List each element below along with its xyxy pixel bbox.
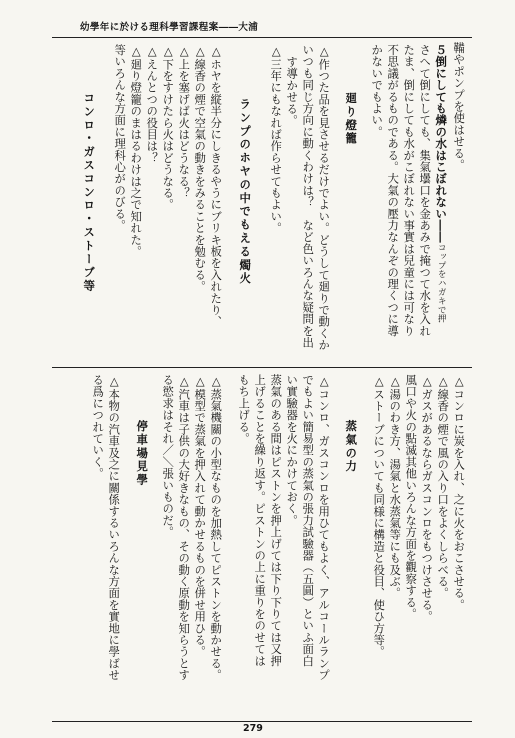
text-line: △下をすけたら火はどうなる。: [161, 44, 176, 211]
page-number: 279: [243, 723, 263, 734]
text-line: でもよい簡易型の蒸氣の張力試驗器（五圓）といふ面白: [301, 374, 316, 667]
text-line: △作つた品を見させるだけでよい。どうして廻りで動くか: [317, 44, 332, 351]
text-line: △線香の煙で風の入り口をよくしらべる。: [436, 374, 451, 599]
section-heading: 廻り燈籠: [344, 92, 359, 146]
text-line: △汽車は子供の大好きなもの、その動く原動を知らうとす: [177, 374, 192, 681]
text-line: いつも同じ方向に動くわけは？ など色いろんな疑問を出: [301, 44, 316, 349]
text-line: △ホヤを縦半分にしきるやうにブリキ板を入れたり、: [209, 44, 224, 328]
text-line: △えんとつの役目は？: [145, 44, 160, 164]
text-line: 風口や火の點滅其他いろんな方面を觀察する。: [404, 374, 419, 620]
heading-line: [433, 44, 448, 323]
text-line: △上を塞げば火はどうなる？: [177, 44, 192, 199]
text-line: 鞴やポンプを使はせる。: [452, 42, 467, 171]
middle-rule: [52, 367, 472, 368]
text-line: 等いろんな方面に理科心がのびる。: [113, 44, 128, 232]
text-line: 上げることを繰り返す。ピストンの上に重りをのせては: [253, 374, 268, 667]
text-line: △廻り燈籠のまはるわけは之で知れた。: [129, 44, 144, 258]
text-line: △ガスがあるならガスコンロをもつけさせる。: [420, 374, 435, 623]
section-heading: 蒸氣の力: [344, 420, 359, 474]
top-rule: [52, 37, 472, 38]
inline-note: コップをハガキで押: [436, 242, 447, 323]
text-line: △本物の汽車及之に關係するいろんな方面を實地に學ばせ: [107, 374, 122, 681]
text-line: △コンロ、ガスコンロを用ひてもよく、アルコールランプ: [317, 374, 332, 681]
text-line: い實驗器を火にかけておく。: [285, 374, 300, 527]
text-line: る慾求はそれ／＼張いものだ。: [161, 374, 176, 538]
heading-text: ５倒にしても燐の水はこぼれない――: [434, 44, 449, 243]
text-line: △線香の煙で空氣の動きをみることを勉むる。: [193, 44, 208, 293]
text-line: たま、倒にしても水がこぼれない事實は兒童には可なり: [402, 44, 417, 337]
text-line: 蒸氣のある間はピストンを押上げては下り下りては又押: [269, 374, 284, 667]
running-header: 幼學年に於ける理科學習課程案――大浦: [80, 22, 259, 33]
section-heading: コンロ・ガスコンロ・ストーブ等: [82, 92, 97, 293]
text-line: △蒸氣機關の小型なものを加熱してピストンを動かせる。: [209, 374, 224, 681]
text-line: △三年にもなれば作らせてもよい。: [269, 44, 284, 234]
text-line: 不思議がるものである。大氣の壓力なんぞの理くつに導: [386, 44, 401, 337]
text-line: △湯のわき方、湯氣と水蒸氣等にも及ぶ。: [388, 374, 403, 599]
section-heading: 停車場見學: [135, 420, 150, 487]
text-line: る爲につれていく。: [91, 374, 106, 480]
text-line: かないでもよい。: [370, 44, 385, 138]
text-line: △ストーブについても同様に構造と役目、使ひ方等。: [372, 374, 387, 658]
text-line: す導かせる。: [285, 56, 300, 127]
text-line: さへて倒にしても、集氣壜口を金あみで掩つて水を入れ: [418, 44, 433, 337]
text-line: △コンロに炭を入れ、之に火をおこさせる。: [452, 374, 467, 611]
text-line: もち上げる。: [237, 374, 252, 445]
text-line: △模型で蒸氣を押入れて動かせるものを併せ用ひる。: [193, 374, 208, 658]
section-heading: ランプのホヤの中でもえる燭火: [238, 98, 253, 286]
